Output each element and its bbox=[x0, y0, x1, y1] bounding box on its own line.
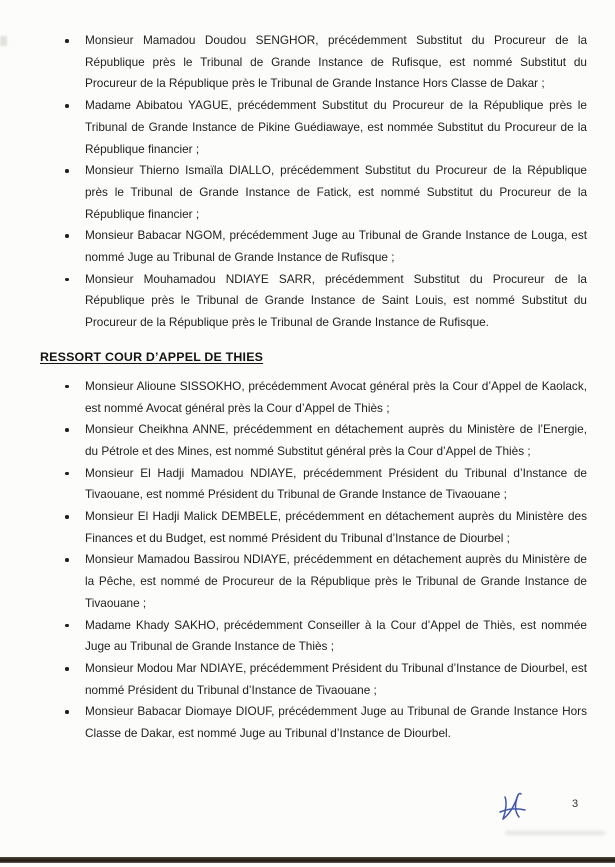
bullet-icon bbox=[65, 428, 69, 432]
bullet-icon bbox=[65, 558, 69, 562]
appointment-item bbox=[40, 463, 587, 506]
appointment-item bbox=[40, 701, 587, 744]
appointment-text: Monsieur Modou Mar NDIAYE, précédemment Président du Tribunal d’Instance de Diourbel, est nommé Président du Tribunal d’Instance de Tivaouane ; bbox=[85, 660, 587, 697]
appointment-item bbox=[40, 95, 587, 160]
appointment-text: Monsieur Cheikhna ANNE, précédemment en détachement auprès du Ministère de l’Energie, du Pétrole et des Mines, est nommé Substitut général près la Cour d’Appel de Thiès ; bbox=[85, 422, 587, 458]
appointments-list-dakar bbox=[40, 30, 587, 334]
scan-smudge bbox=[505, 831, 605, 835]
appointment-item bbox=[40, 269, 587, 334]
appointment-item bbox=[40, 376, 587, 419]
appointment-text: Monsieur Mamadou Doudou SENGHOR, précédemment Substitut du Procureur de la République près le Tribunal de Grande Instance de Rufisque, est nommé Substitut du Procureur de la République près le Tribunal de Grande Instance Hors Classe de Dakar ; bbox=[85, 33, 587, 91]
appointment-item bbox=[40, 225, 587, 268]
bullet-icon bbox=[65, 104, 69, 108]
bullet-icon bbox=[65, 278, 69, 282]
appointment-text: Monsieur El Hadji Mamadou NDIAYE, précédemment Président du Tribunal d’Instance de Tivaouane, est nommé Président du Tribunal de Grande Instance de Tivaouane ; bbox=[85, 465, 587, 502]
bullet-icon bbox=[65, 39, 69, 43]
bullet-icon bbox=[65, 472, 69, 476]
appointment-item bbox=[40, 160, 587, 225]
appointment-text: Monsieur El Hadji Malick DEMBELE, précédemment en détachement auprès du Ministère des Finances et du Budget, est nommé Président du Tribunal d’Instance de Diourbel ; bbox=[85, 509, 587, 545]
signature-paraph-icon bbox=[498, 791, 530, 825]
scan-artifact-bar bbox=[0, 857, 615, 863]
appointment-item bbox=[40, 419, 587, 462]
appointment-text: Madame Abibatou YAGUE, précédemment Substitut du Procureur de la République près le Tribunal de Grande Instance de Pikine Guédiawaye, est nommée Substitut du Procureur de la République financier ; bbox=[85, 98, 587, 156]
bullet-icon bbox=[65, 169, 69, 173]
scan-edge-mark bbox=[0, 36, 7, 46]
appointment-text: Monsieur Babacar Diomaye DIOUF, précédemment Juge au Tribunal de Grande Instance Hors Classe de Dakar, est nommé Juge au Tribunal d’Instance de Diourbel. bbox=[85, 704, 587, 741]
appointment-text: Monsieur Mamadou Bassirou NDIAYE, précédemment en détachement auprès du Ministère de la Pêche, est nommé de Procureur de la République près le Tribunal de Grande Instance de Tivaouane ; bbox=[85, 552, 587, 610]
appointment-text: Monsieur Mouhamadou NDIAYE SARR, précédemment Substitut du Procureur de la République près le Tribunal de Grande Instance de Saint Louis, est nommé Substitut du Procureur de la République près le Tribunal de Grande Instance de Rufisque. bbox=[85, 271, 587, 330]
document-content bbox=[40, 30, 587, 745]
appointment-text: Madame Khady SAKHO, précédemment Conseiller à la Cour d’Appel de Thiès, est nommée Juge au Tribunal de Grande Instance de Thiès ; bbox=[85, 617, 587, 654]
bullet-icon bbox=[65, 385, 69, 389]
appointment-text: Monsieur Babacar NGOM, précédemment Juge au Tribunal de Grande Instance de Louga, est nommé Juge au Tribunal de Grande Instance de Rufisque ; bbox=[85, 228, 587, 265]
bullet-icon bbox=[65, 624, 69, 628]
appointments-list-thies bbox=[40, 376, 587, 745]
appointment-item bbox=[40, 506, 587, 549]
appointment-text: Monsieur Alioune SISSOKHO, précédemment Avocat général près la Cour d’Appel de Kaolack, est nommé Avocat général près la Cour d’Appel de Thiès ; bbox=[85, 378, 587, 415]
section-heading-ressort-thies: RESSORT COUR D’APPEL DE THIES bbox=[40, 349, 264, 364]
appointment-item bbox=[40, 30, 587, 95]
appointment-text: Monsieur Thierno Ismaïla DIALLO, précédemment Substitut du Procureur de la République près le Tribunal de Grande Instance de Fatick, est nommé Substitut du Procureur de la République financier ; bbox=[85, 163, 587, 221]
appointment-item bbox=[40, 658, 587, 701]
bullet-icon bbox=[65, 515, 69, 519]
bullet-icon bbox=[65, 667, 69, 671]
appointment-item bbox=[40, 615, 587, 658]
page-number: 3 bbox=[572, 798, 579, 810]
bullet-icon bbox=[65, 710, 69, 714]
bullet-icon bbox=[65, 234, 69, 238]
appointment-item bbox=[40, 549, 587, 614]
